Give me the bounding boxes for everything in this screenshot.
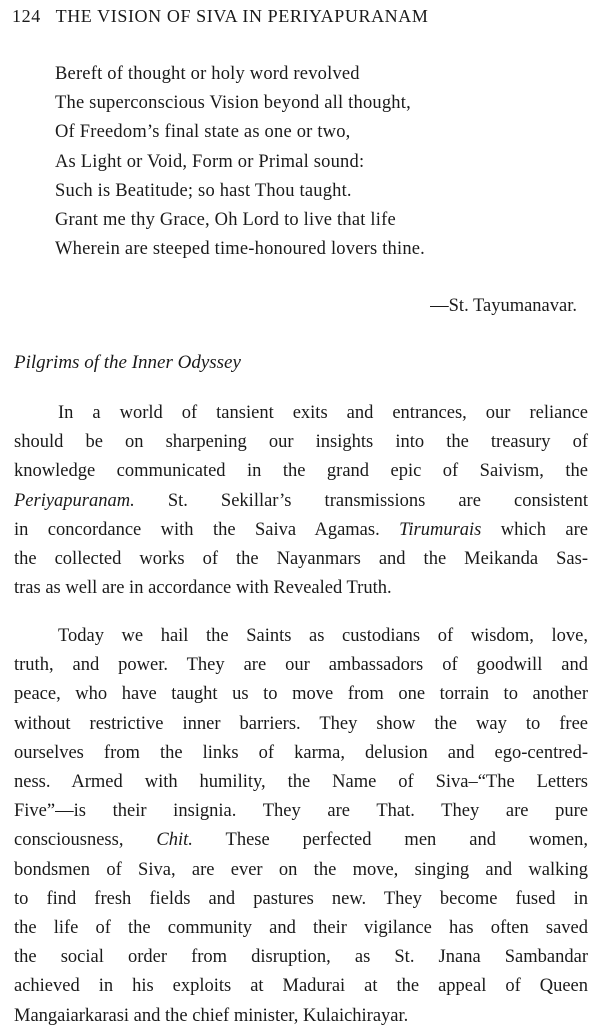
running-head-title: THE VISION OF SIVA IN PERIYAPURANAM [55,6,429,26]
paragraph-line [14,545,588,574]
paragraph-line [14,680,588,709]
poem-line: The superconscious Vision beyond all thought, [55,93,411,114]
text-segment: These perfected men and women, [192,830,588,851]
paragraph-line [14,457,588,486]
paragraph-line [14,516,588,545]
text-segment: bondsmen of Siva, are ever on the move, singing and walking [14,859,588,880]
text-segment: the life of the community and their vigilance has often saved [14,918,588,939]
poem-line: Of Freedom’s final state as one or two, [55,122,351,143]
text-segment: ness. Armed with humility, the Name of Siva–“The Letters [14,772,588,793]
page-number: 124 [12,6,41,26]
text-segment: the collected works of the Nayanmars and the Meikanda Sas- [14,549,588,570]
text-segment: the social order from disruption, as St. Jnana Sambandar [14,947,588,968]
text-segment: ourselves from the links of karma, delusion and ego-centred- [14,742,588,763]
text-segment: Today we hail the Saints as custodians of wisdom, love, [58,626,588,646]
section-heading: Pilgrims of the Inner Odyssey [14,352,241,373]
text-segment: Five”—is their insignia. They are That. They are pure [14,801,588,822]
paragraph-line [14,943,588,972]
paragraph-line [14,428,588,457]
text-segment: knowledge communicated in the grand epic of Saivism, the [14,461,588,482]
paragraph-line [14,574,588,603]
text-segment: to find fresh fields and pastures new. They become fused in [14,888,588,909]
text-segment: consciousness, [14,830,157,851]
paragraph-line [14,914,588,943]
italic-text: Periyapuranam. [14,490,135,511]
poem-attribution: —St. Tayumanavar. [430,296,577,316]
text-segment: in concordance with the Saiva Agamas. [14,519,400,540]
poem-line: Wherein are steeped time-honoured lovers thine. [55,239,426,260]
running-head [12,6,428,27]
paragraph [14,399,588,603]
paragraph-line [14,797,588,826]
text-segment: achieved in his exploits at Madurai at the appeal of Queen [14,976,588,997]
paragraph-line [14,487,588,516]
text-segment: In a world of tansient exits and entrances, our reliance [58,403,588,423]
text-segment: truth, and power. They are our ambassadors of goodwill and [14,655,588,676]
italic-text: Chit. [156,830,193,851]
poem [55,60,425,264]
text-segment: St. Sekillar’s transmissions are consistent [134,490,588,511]
text-segment: tras as well are in accordance with Revealed Truth. [14,578,392,599]
text-segment: should be on sharpening our insights into the treasury of [14,432,588,453]
text-segment: which are [481,519,588,540]
poem-line: Bereft of thought or holy word revolved [55,64,360,84]
text-segment: peace, who have taught us to move from one torrain to another [14,684,588,705]
paragraph-line [14,739,588,768]
paragraph-line [14,972,588,1001]
paragraph-line [14,399,588,428]
paragraph-line [14,826,588,855]
paragraph-line [14,885,588,914]
text-segment: without restrictive inner barriers. They show the way to free [14,713,588,734]
poem-line: As Light or Void, Form or Primal sound: [55,151,365,172]
poem-line: Such is Beatitude; so hast Thou taught. [55,180,352,201]
text-segment: Mangaiarkarasi and the chief minister, Kulaichirayar. [14,1005,409,1026]
paragraph-line [14,651,588,680]
paragraph-line [14,622,588,651]
paragraph-line [14,710,588,739]
italic-text: Tirumurais [399,519,482,540]
poem-line: Grant me thy Grace, Oh Lord to live that life [55,210,396,231]
paragraph-line [14,856,588,885]
paragraph-line [14,1002,588,1031]
paragraph [14,622,588,1031]
paragraph-line [14,768,588,797]
